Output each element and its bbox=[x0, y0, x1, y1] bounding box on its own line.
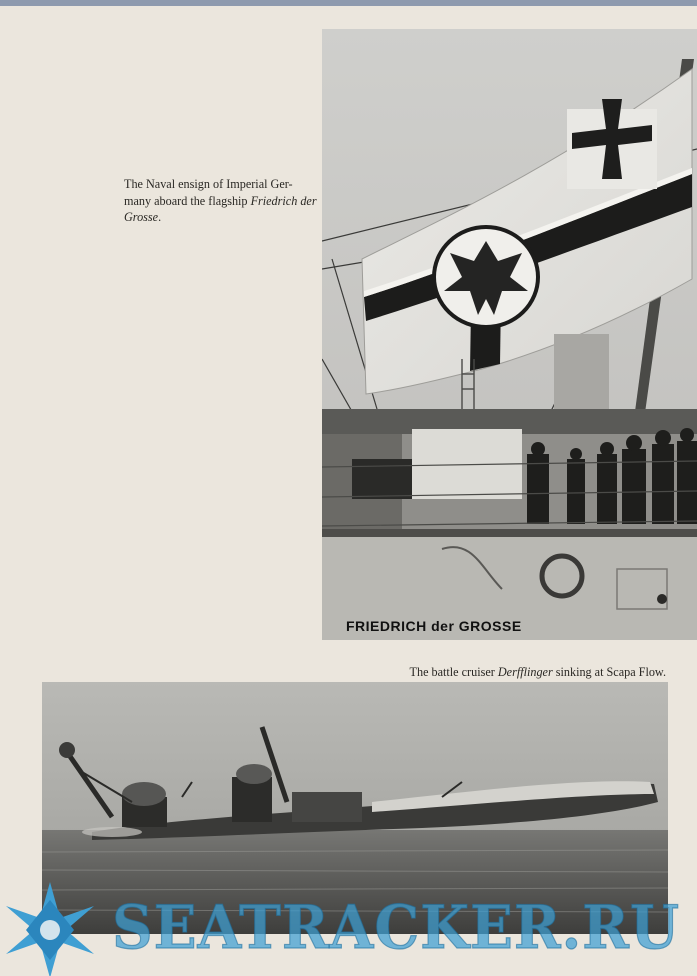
photo-naval-ensign-flagship bbox=[322, 29, 697, 640]
caption-derfflinger bbox=[360, 664, 666, 681]
hull-name-lettering: FRIEDRICH der GROSSE bbox=[346, 618, 522, 634]
watermark-text: SEATRACKER.RU bbox=[112, 893, 680, 963]
caption-text-end: sinking at Scapa Flow. bbox=[552, 665, 666, 679]
top-border-band bbox=[0, 0, 697, 6]
caption-naval-ensign bbox=[124, 176, 319, 226]
caption-italic-ship-name: Derfflinger bbox=[497, 665, 553, 679]
caption-italic-ship-name: Friedrich der Grosse bbox=[124, 193, 317, 224]
caption-text: The battle cruiser bbox=[409, 665, 498, 679]
caption-text-end: . bbox=[158, 210, 162, 224]
caption-text: The Naval ensign of Imperial Ger-many aboard the flagship bbox=[124, 177, 293, 208]
compass-star-icon bbox=[6, 882, 94, 976]
watermark-seatracker bbox=[0, 872, 697, 976]
